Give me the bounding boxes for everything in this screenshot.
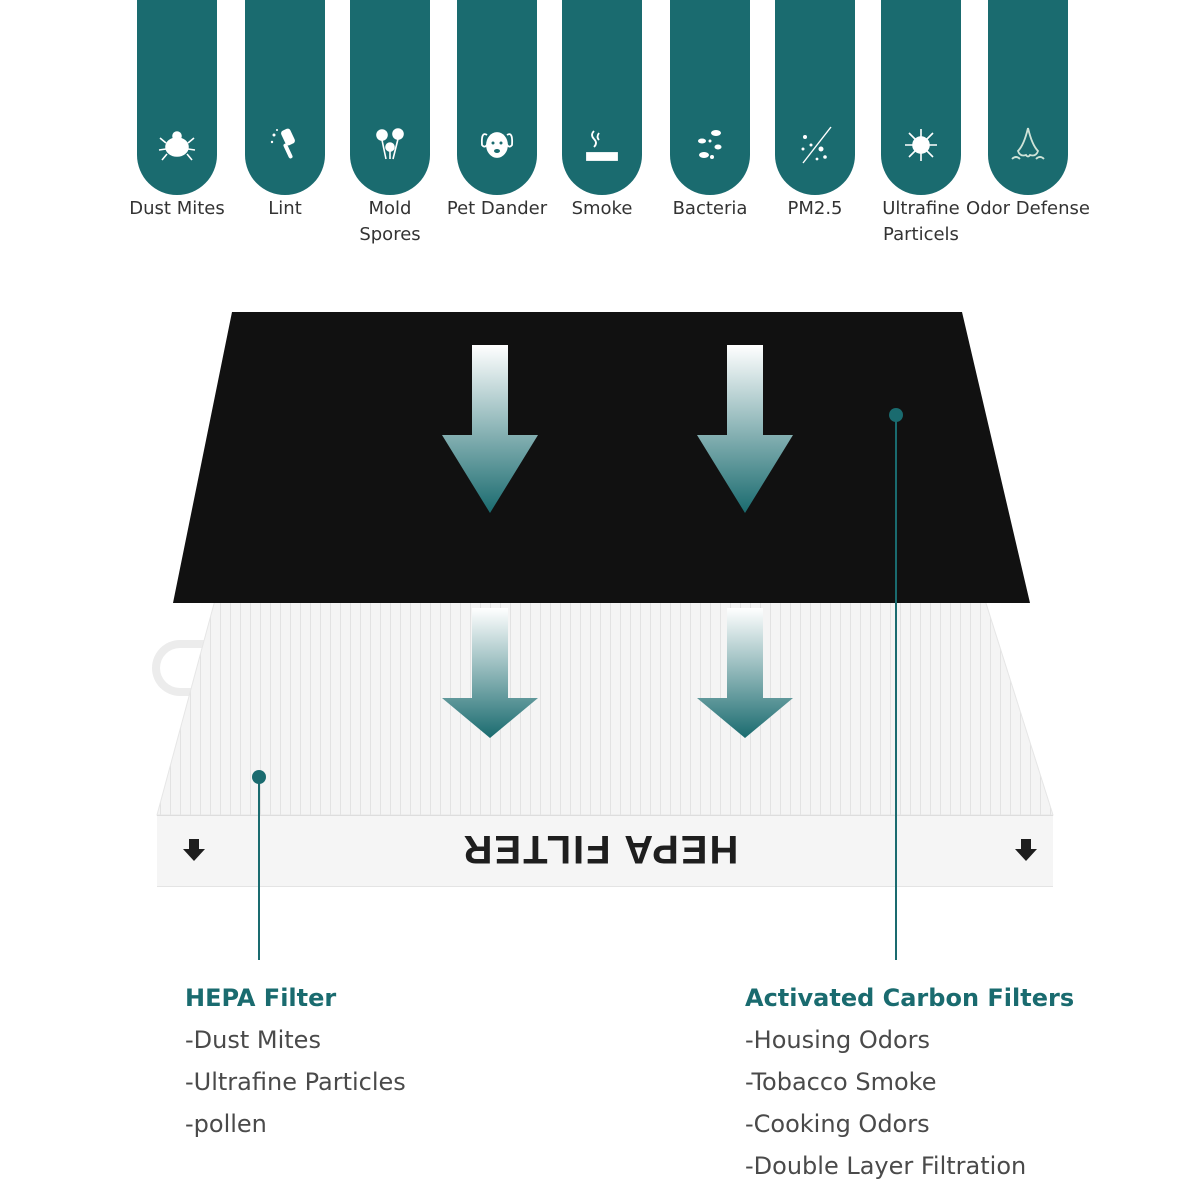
airflow-arrow-icon	[440, 608, 540, 778]
bacteria-icon	[690, 125, 730, 165]
hepa-info-item: -Ultrafine Particles	[185, 1068, 406, 1096]
filter-illustration	[0, 300, 1200, 920]
hepa-info-item: -Dust Mites	[185, 1026, 321, 1054]
tab-dust-mites	[129, 0, 225, 219]
airflow-arrow-icon	[440, 345, 540, 515]
nose-icon	[1008, 125, 1048, 165]
tab-mold-spores	[350, 0, 430, 245]
dog-icon	[477, 125, 517, 165]
tab-label: Bacteria	[672, 198, 748, 219]
hepa-info-title: HEPA Filter	[185, 984, 337, 1012]
tab-pet-dander	[446, 0, 548, 219]
hepa-filter-label: HEPA FILTER	[461, 827, 739, 871]
hepa-info-item: -pollen	[185, 1110, 267, 1138]
hepa-info-block	[185, 983, 406, 1145]
tab-smoke	[562, 0, 642, 219]
tab-bacteria	[670, 0, 750, 219]
carbon-info-item: -Housing Odors	[745, 1026, 931, 1054]
tab-label: PM2.5	[787, 198, 843, 219]
tab-pm25	[775, 0, 855, 219]
tab-label: Ultrafine Particels	[882, 198, 960, 245]
tab-label: Smoke	[571, 198, 633, 219]
tab-label: Pet Dander	[446, 198, 548, 219]
carbon-info-block	[745, 983, 1074, 1187]
carbon-info-item: -Tobacco Smoke	[745, 1068, 937, 1096]
carbon-info-title: Activated Carbon Filters	[745, 984, 1075, 1012]
carbon-info-item: -Double Layer Filtration	[745, 1152, 1027, 1180]
tab-label: Lint	[268, 198, 302, 219]
mold-spores-icon	[370, 125, 410, 165]
carbon-info-item: -Cooking Odors	[745, 1110, 930, 1138]
tab-odor-defense	[966, 0, 1090, 219]
tab-label: Mold Spores	[359, 198, 421, 245]
tab-ultrafine-particles	[881, 0, 961, 245]
carbon-filter-sheet	[0, 300, 1200, 920]
lint-roller-icon	[265, 125, 305, 165]
pm25-particles-icon	[795, 125, 835, 165]
tab-lint	[245, 0, 325, 219]
tab-label: Dust Mites	[129, 198, 225, 219]
airflow-arrow-icon	[695, 345, 795, 515]
tab-label: Odor Defense	[966, 198, 1090, 219]
pollutant-tabs	[0, 0, 1200, 260]
cigarette-smoke-icon	[582, 125, 622, 165]
ultrafine-particle-icon	[901, 125, 941, 165]
airflow-arrow-icon	[695, 608, 795, 778]
dust-mite-icon	[157, 125, 197, 165]
